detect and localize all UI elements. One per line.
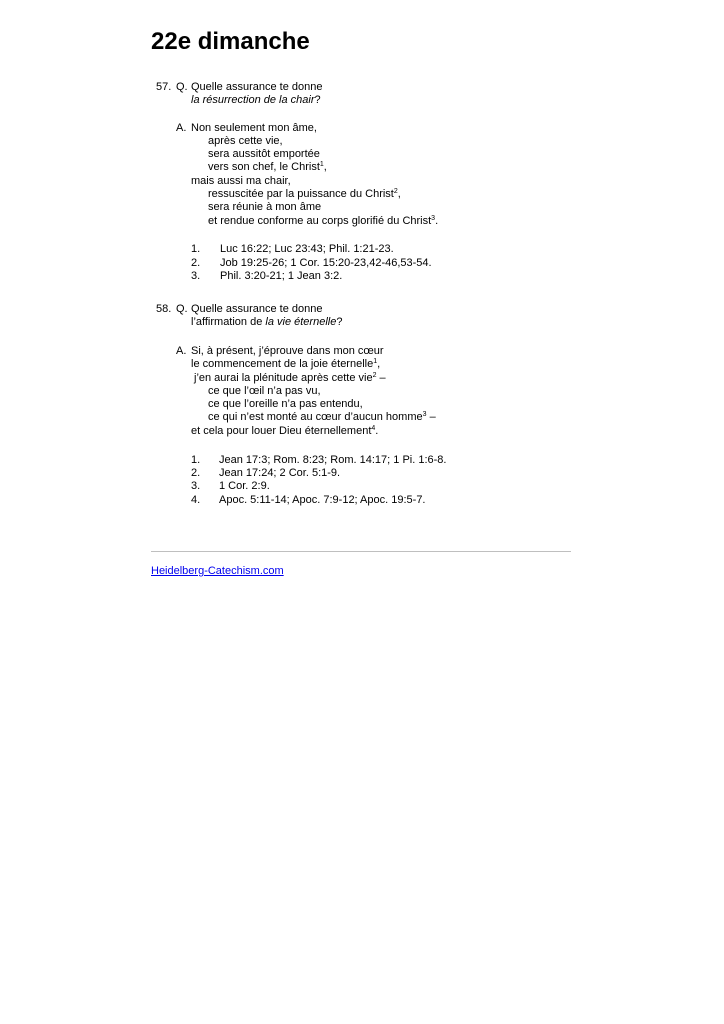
footnote-marker: 3 <box>422 411 427 418</box>
reference-text: Jean 17:24; 2 Cor. 5:1-9. <box>219 467 341 479</box>
question-text-line: l’affirmation de la vie éternelle? <box>191 316 343 328</box>
footnote-marker: 2 <box>393 188 398 195</box>
reference-number: 4. <box>191 494 201 506</box>
answer-line: ce qui n’est monté au cœur d’aucun homme$^3$ – <box>208 411 436 423</box>
footnote-marker: 1 <box>319 161 324 168</box>
horizontal-divider <box>151 551 571 552</box>
answer-line: mais aussi ma chair, <box>191 175 291 187</box>
answer-line: et cela pour louer Dieu éternellement$^4$. <box>191 425 379 437</box>
reference-text: Apoc. 5:11-14; Apoc. 7:9-12; Apoc. 19:5-7. <box>219 494 426 506</box>
answer-label: A. <box>176 345 187 357</box>
reference-number: 2. <box>191 257 201 269</box>
question-label: Q. <box>176 81 188 93</box>
answer-line: sera aussitôt emportée <box>208 148 320 160</box>
footer-link[interactable]: Heidelberg-Catechism.com <box>151 565 284 577</box>
answer-line: et rendue conforme au corps glorifié du Christ$^3$. <box>208 215 439 227</box>
reference-number: 3. <box>191 480 201 492</box>
footnote-marker: 2 <box>372 372 377 379</box>
reference-number: 1. <box>191 454 201 466</box>
answer-line: ce que l’oreille n’a pas entendu, <box>208 398 363 410</box>
page-title: 22e dimanche <box>151 28 310 55</box>
reference-number: 3. <box>191 270 201 282</box>
reference-text: Jean 17:3; Rom. 8:23; Rom. 14:17; 1 Pi. 1:6-8. <box>219 454 447 466</box>
reference-text: Phil. 3:20-21; 1 Jean 3:2. <box>220 270 343 282</box>
reference-number: 1. <box>191 243 201 255</box>
answer-line: Si, à présent, j’éprouve dans mon cœur <box>191 345 384 357</box>
question-text-line: Quelle assurance te donne <box>191 81 323 93</box>
question-emphasis: la résurrection de la chair <box>191 94 315 106</box>
answer-line: ressuscitée par la puissance du Christ$^2$, <box>208 188 401 200</box>
answer-label: A. <box>176 122 187 134</box>
reference-text: Job 19:25-26; 1 Cor. 15:20-23,42-46,53-54. <box>220 257 432 269</box>
answer-line: le commencement de la joie éternelle$^1$, <box>191 358 381 370</box>
answer-line: j’en aurai la plénitude après cette vie$^2$ – <box>194 372 386 384</box>
answer-line: ce que l’œil n’a pas vu, <box>208 385 321 397</box>
question-label: Q. <box>176 303 188 315</box>
answer-line: Non seulement mon âme, <box>191 122 317 134</box>
footnote-marker: 3 <box>431 215 436 222</box>
reference-text: Luc 16:22; Luc 23:43; Phil. 1:21-23. <box>220 243 394 255</box>
answer-line: après cette vie, <box>208 135 283 147</box>
question-emphasis: la vie éternelle <box>265 316 337 328</box>
reference-number: 2. <box>191 467 201 479</box>
answer-line: vers son chef, le Christ$^1$, <box>208 161 327 173</box>
question-text-line: Quelle assurance te donne <box>191 303 323 315</box>
footnote-marker: 4 <box>371 425 376 432</box>
reference-text: 1 Cor. 2:9. <box>219 480 270 492</box>
footnote-marker: 1 <box>373 358 378 365</box>
question-text-line: la résurrection de la chair? <box>191 94 321 106</box>
question-number: 58. <box>156 303 172 315</box>
answer-line: sera réunie à mon âme <box>208 201 322 213</box>
question-number: 57. <box>156 81 172 93</box>
